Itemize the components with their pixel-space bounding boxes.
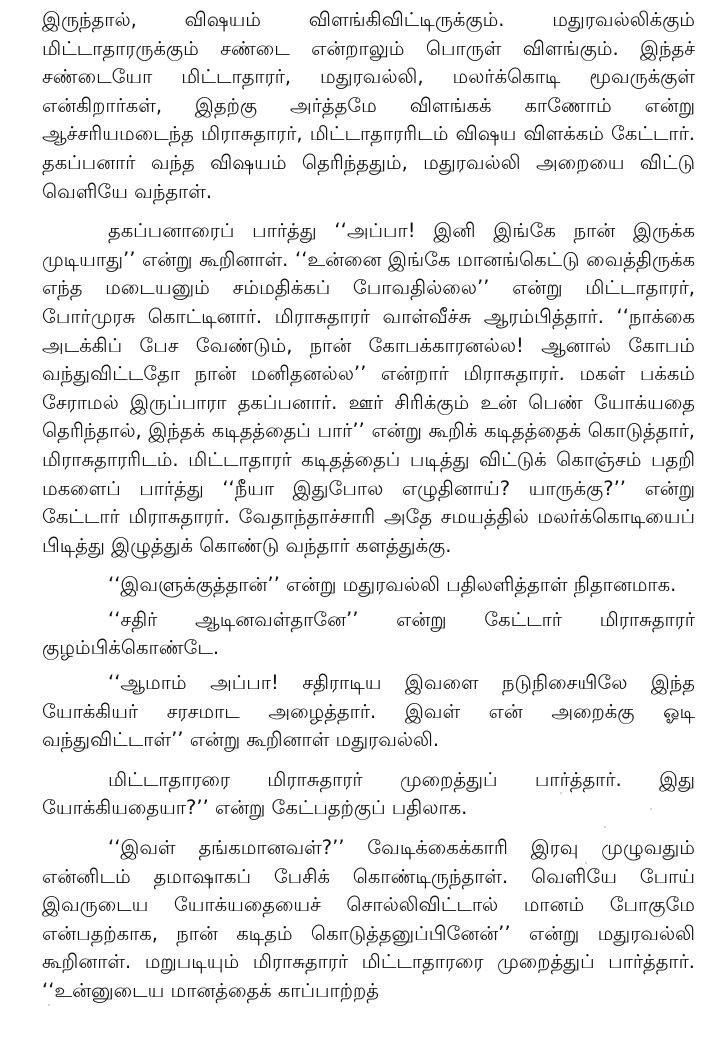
paragraph-5: ‘‘ஆமாம் அப்பா! சதிராடிய இவளை நடுநிசையிலே இந்த யோக்கியர் சரசமாட அழைத்தார். இவள் என் அறைக்கு ஓடி வந்துவிட்டாள்’’ என்று கூறினாள் மதுரவல்லி.	[42, 671, 695, 752]
paragraph-1: இருந்தால், விஷயம் விளங்கிவிட்டிருக்கும். மதுரவல்லிக்கும் மிட்டாதாரருக்கும் சண்டை என்றாலும் பொருள் விளங்கும். இந்தச் சண்டையோ மிட்டாதாரர், மதுரவல்லி, மலர்க்கொடி மூவருக்குள் என்கிறார்கள், இதற்கு அர்த்தமே விளங்கக் காணோம் என்று ஆச்சரியமடைந்த மிராசுதாரர், மிட்டாதாரரிடம் விஷய விளக்கம் கேட்டார். தகப்பனார் வந்த விஷயம் தெரிந்ததும், மதுரவல்லி அறையை விட்டு வெளியே வந்தாள்.	[42, 8, 695, 203]
paragraph-4: ‘‘சதிர் ஆடினவள்தானே’’ என்று கேட்டார் மிராசுதாரர் குழம்பிக்கொண்டே.	[42, 607, 695, 660]
paragraph-2: தகப்பனாரைப் பார்த்து ‘‘அப்பா! இனி இங்கே நான் இருக்க முடியாது’’ என்று கூறினாள். ‘‘உன்னை இங்கே மானங்கெட்டு வைத்திருக்க எந்த மடையனும் சம்மதிக்கப் போவதில்லை’’ என்று மிட்டாதாரர், போர்முரசு கொட்டினார். மிராசுதாரர் வாள்வீச்சு ஆரம்பித்தார். ‘‘நாக்கை அடக்கிப் பேச வேண்டும், நான் கோபக்காரனல்ல! ஆனால் கோபம் வந்துவிட்டதோ நான் மனிதனல்ல’’ என்றார் மிராசுதாரர். மகள் பக்கம் சேராமல் இருப்பாரா தகப்பனார். ஊர் சிரிக்கும் உன் பெண் யோக்யதை தெரிந்தால், இந்தக் கடிதத்தைப் பார்’’ என்று கூறிக் கடிதத்தைக் கொடுத்தார், மிராசுதாரரிடம். மிட்டாதாரர் கடிதத்தைப் படித்து விட்டுக் கொஞ்சம் பதறி மகளைப் பார்த்து ‘‘நீயா இதுபோல எழுதினாய்? யாருக்கு?’’ என்று கேட்டார் மிராசுதாரர். வேதாந்தாச்சாரி அதே சமயத்தில் மலர்க்கொடியைப் பிடித்து இழுத்துக் கொண்டு வந்தார் களத்துக்கு.	[42, 219, 695, 557]
paragraph-6: மிட்டாதாரரை மிராசுதாரர் முறைத்துப் பார்த்தார். இது யோக்கியதையா?’’ என்று கேட்பதற்குப் பதிலாக.	[42, 767, 695, 820]
paragraph-7: ‘‘இவள் தங்கமானவள்?’’ வேடிக்கைக்காரி இரவு முழுவதும் என்னிடம் தமாஷாகப் பேசிக் கொண்டிருந்தாள். வெளியே போய் இவருடைய யோக்யதையைச் சொல்லிவிட்டால் மானம் போகுமே என்பதற்காக, நான் கடிதம் கொடுத்தனுப்பினேன்’’ என்று மதுரவல்லி கூறினாள். மறுபடியும் மிராசுதாரர் மிட்டாதாரரை முறைத்துப் பார்த்தார். ‘‘உன்னுடைய மானத்தைக் காப்பாற்றத்	[42, 836, 695, 1002]
paragraph-3: ‘‘இவளுக்குத்தான்’’ என்று மதுரவல்லி பதிலளித்தாள் நிதானமாக.	[108, 573, 677, 597]
